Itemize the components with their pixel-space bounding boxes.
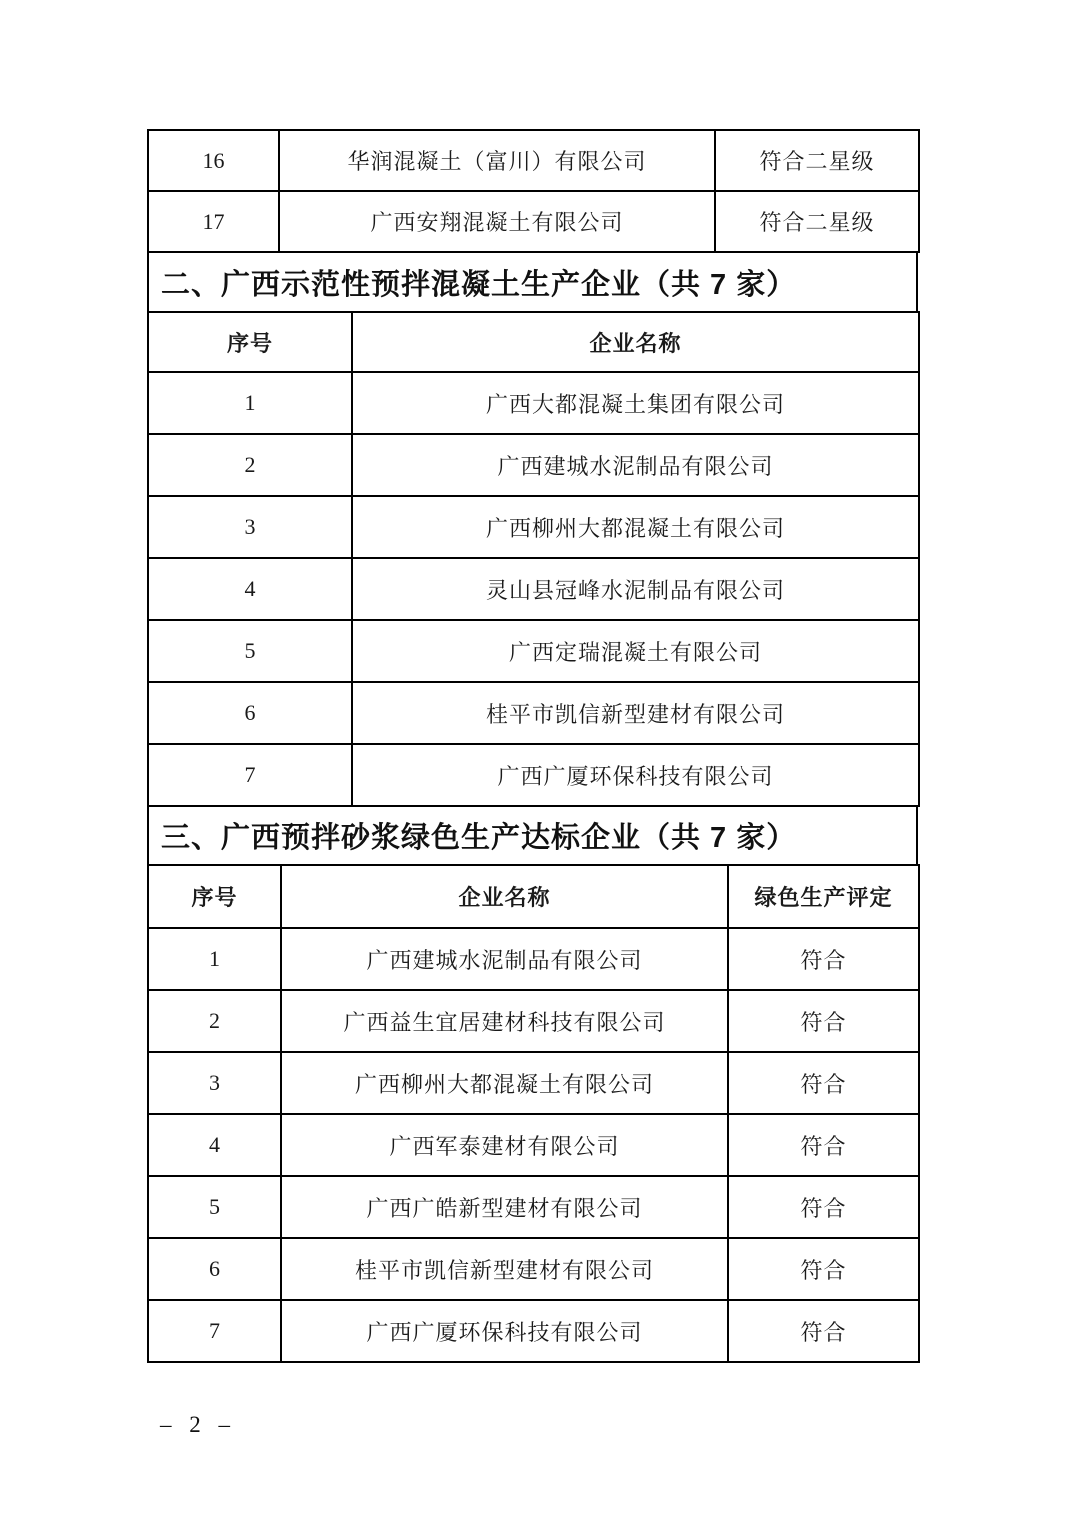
col-header-company: 企业名称 [352,312,919,372]
company-name-cell: 广西广皓新型建材有限公司 [281,1176,728,1238]
table-row [148,928,919,990]
section-3-title-text: 三、广西预拌砂浆绿色生产达标企业（共 7 家） [161,822,797,854]
table-row [148,1176,919,1238]
table-row [148,372,919,434]
rating-cell: 符合二星级 [715,130,919,191]
table-row [148,558,919,620]
col-header-index: 序号 [148,312,352,372]
index-cell: 2 [148,434,352,496]
company-name-cell: 广西安翔混凝土有限公司 [279,191,715,252]
table-header-row [148,312,919,372]
index-cell: 5 [148,1176,281,1238]
rating-cell: 符合 [728,1176,919,1238]
col-header-index: 序号 [148,865,281,928]
rating-cell: 符合 [728,1052,919,1114]
company-name-cell: 灵山县冠峰水泥制品有限公司 [352,558,919,620]
index-cell: 1 [148,372,352,434]
index-cell: 4 [148,1114,281,1176]
rating-cell: 符合 [728,1300,919,1362]
star-rating-table-continued [147,129,920,253]
table-row [148,682,919,744]
index-cell: 16 [148,130,279,191]
demo-enterprises-table [147,311,920,807]
table-row [148,990,919,1052]
index-cell: 3 [148,496,352,558]
index-cell: 1 [148,928,281,990]
company-name-cell: 桂平市凯信新型建材有限公司 [281,1238,728,1300]
col-header-company: 企业名称 [281,865,728,928]
index-cell: 3 [148,1052,281,1114]
company-name-cell: 广西建城水泥制品有限公司 [352,434,919,496]
rating-cell: 符合 [728,990,919,1052]
company-name-cell: 广西定瑞混凝土有限公司 [352,620,919,682]
index-cell: 17 [148,191,279,252]
table-row [148,130,919,191]
index-cell: 4 [148,558,352,620]
index-cell: 5 [148,620,352,682]
company-name-cell: 广西柳州大都混凝土有限公司 [281,1052,728,1114]
mortar-green-production-table [147,864,920,1363]
index-cell: 7 [148,1300,281,1362]
index-cell: 6 [148,1238,281,1300]
company-name-cell: 广西广厦环保科技有限公司 [281,1300,728,1362]
company-name-cell: 华润混凝土（富川）有限公司 [279,130,715,191]
table-row [148,191,919,252]
company-name-cell: 广西广厦环保科技有限公司 [352,744,919,806]
company-name-cell: 广西军泰建材有限公司 [281,1114,728,1176]
company-name-cell: 广西建城水泥制品有限公司 [281,928,728,990]
rating-cell: 符合 [728,928,919,990]
document-page-content [147,129,918,1363]
rating-cell: 符合二星级 [715,191,919,252]
rating-cell: 符合 [728,1238,919,1300]
section-2-title [147,251,918,313]
table-row [148,434,919,496]
company-name-cell: 广西柳州大都混凝土有限公司 [352,496,919,558]
table-header-row [148,865,919,928]
index-cell: 2 [148,990,281,1052]
table-row [148,1238,919,1300]
index-cell: 7 [148,744,352,806]
table-row [148,1300,919,1362]
rating-cell: 符合 [728,1114,919,1176]
company-name-cell: 广西大都混凝土集团有限公司 [352,372,919,434]
company-name-cell: 桂平市凯信新型建材有限公司 [352,682,919,744]
section-3-title [147,805,918,866]
table-row [148,620,919,682]
table-row [148,1114,919,1176]
table-row [148,496,919,558]
col-header-rating: 绿色生产评定 [728,865,919,928]
index-cell: 6 [148,682,352,744]
table-row [148,1052,919,1114]
section-2-title-text: 二、广西示范性预拌混凝土生产企业（共 7 家） [161,268,797,301]
company-name-cell: 广西益生宜居建材科技有限公司 [281,990,728,1052]
page-number: – 2 – [160,1412,236,1437]
table-row [148,744,919,806]
